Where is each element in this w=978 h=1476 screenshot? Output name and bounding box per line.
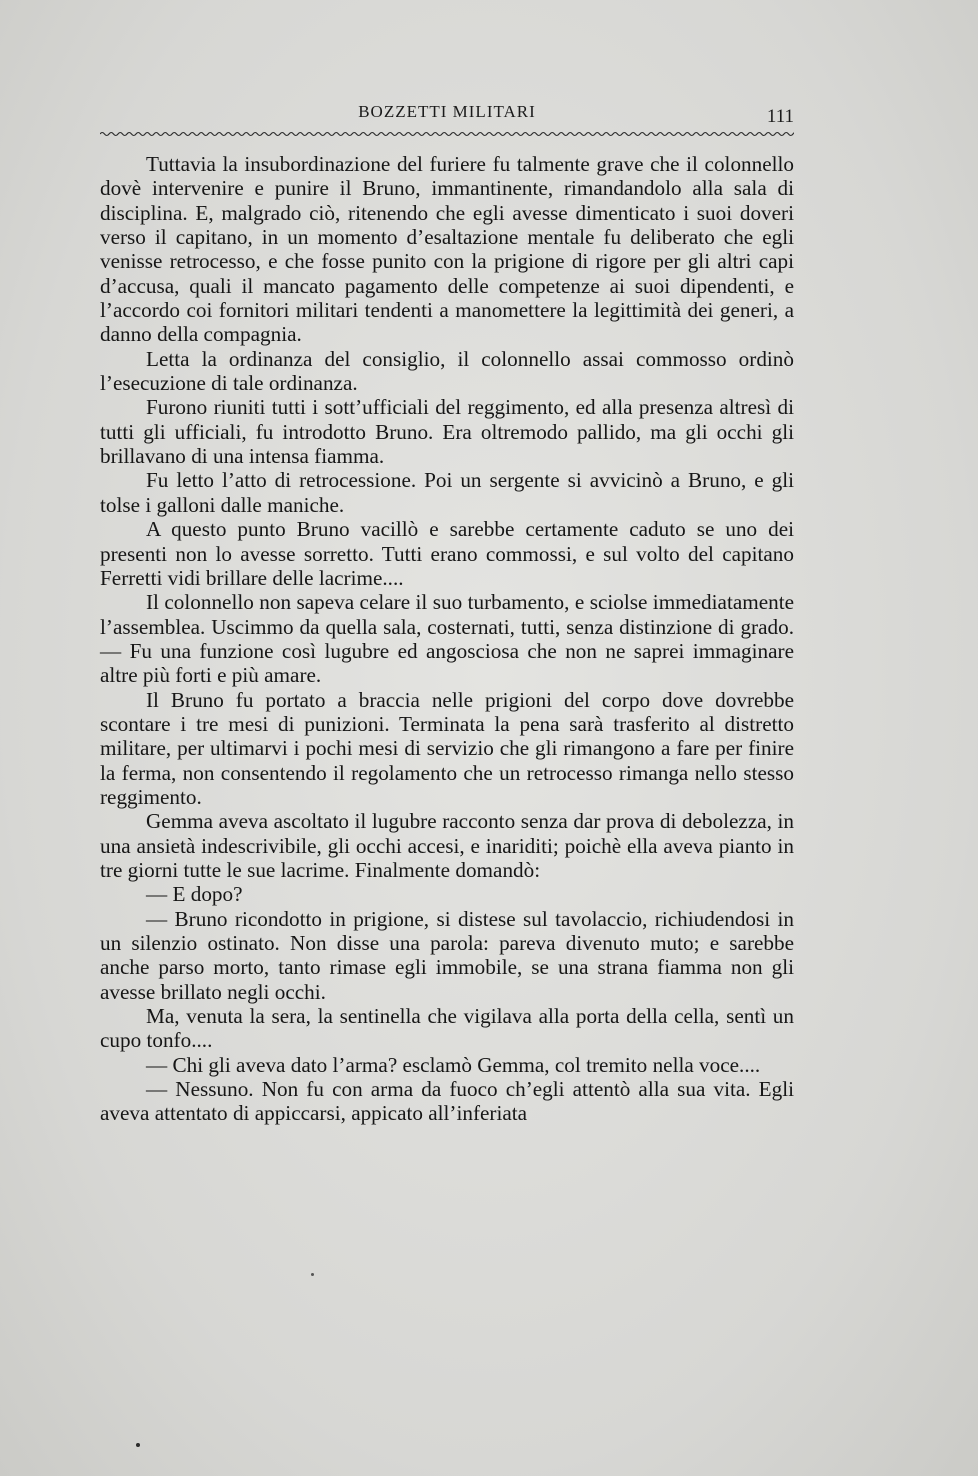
running-head: [100, 100, 794, 130]
paragraph: Furono riuniti tutti i sott’ufficiali del reggimento, ed alla presenza altresì di tutti gli ufficiali, fu introdotto Bruno. Era oltremodo pallido, ma gli occhi gli brillavano di una intensa fiamma.: [100, 395, 794, 469]
ink-speck: [136, 1443, 140, 1447]
paragraph: Letta la ordinanza del consiglio, il colonnello assai commosso ordinò l’esecuzione di tale ordinanza.: [100, 346, 794, 396]
wavy-rule: [100, 130, 794, 138]
page-number: 111: [766, 106, 794, 127]
paragraph: Il colonnello non sapeva celare il suo turbamento, e sciolse immediatamente l’assemblea. Uscimmo da quella sala, costernati, tutti, senza distinzione di grado. — Fu una funzione così lugubre ed angosciosa che non ne saprei immaginare altre più forti e più amare.: [100, 590, 794, 688]
ink-speck: [311, 1273, 314, 1276]
paragraph: Gemma aveva ascoltato il lugubre racconto senza dar prova di debolezza, in una ansietà indescrivibile, gli occhi accesi, e inariditi; poichè ella aveva pianto in tre giorni tutte le sue lacrime. Finalmente domandò:: [100, 809, 794, 882]
paragraph: Fu letto l’atto di retrocessione. Poi un sergente si avvicinò a Bruno, e gli tolse i galloni dalle maniche.: [100, 468, 794, 517]
paragraph: — Nessuno. Non fu con arma da fuoco ch’egli attentò alla sua vita. Egli aveva attentato di appiccarsi, appicato all’inferiata: [100, 1077, 794, 1126]
paragraph: — Bruno ricondotto in prigione, si distese sul tavolaccio, richiudendosi in un silenzio ostinato. Non disse una parola: pareva divenuto muto; e sarebbe anche parso morto, tanto rimase egli immobile, se una strana fiamma non gli avesse brillato negli occhi.: [100, 906, 794, 1004]
paragraph: Ma, venuta la sera, la sentinella che vigilava alla porta della cella, sentì un cupo tonfo....: [100, 1004, 794, 1053]
paragraph: — Chi gli aveva dato l’arma? esclamò Gemma, col tremito nella voce....: [146, 1052, 761, 1077]
running-title: BOZZETTI MILITARI: [358, 102, 536, 121]
body-text: [100, 152, 794, 1126]
paragraph: Il Bruno fu portato a braccia nelle prigioni del corpo dove dovrebbe scontare i tre mesi di punizioni. Terminata la pena sarà trasferito al distretto militare, per ultimarvi i pochi mesi di servizio che gli rimangono a fare per finire la ferma, non consentendo il regolamento che un retrocesso rimanga nello stesso reggimento.: [100, 687, 794, 809]
paragraph: — E dopo?: [146, 882, 243, 907]
paragraph: Tuttavia la insubordinazione del furiere fu talmente grave che il colonnello dovè intervenire e punire il Bruno, immantinente, rimandandolo alla sala di disciplina. E, malgrado ciò, ritenendo che egli avesse dimenticato i suoi doveri verso il capitano, in un momento d’esaltazione mentale fu deliberato che egli venisse retrocesso, e che fosse punito con la prigione di rigore per gli altri capi d’accusa, quali il mancato pagamento delle competenze ai suoi dipendenti, e l’accordo coi fornitori militari tendenti a manomettere la legittimità dei generi, a danno della compagnia.: [100, 152, 794, 347]
paragraph: A questo punto Bruno vacillò e sarebbe certamente caduto se uno dei presenti non lo avesse sorretto. Tutti erano commossi, e sul volto del capitano Ferretti vidi brillare delle lacrime....: [100, 517, 794, 590]
